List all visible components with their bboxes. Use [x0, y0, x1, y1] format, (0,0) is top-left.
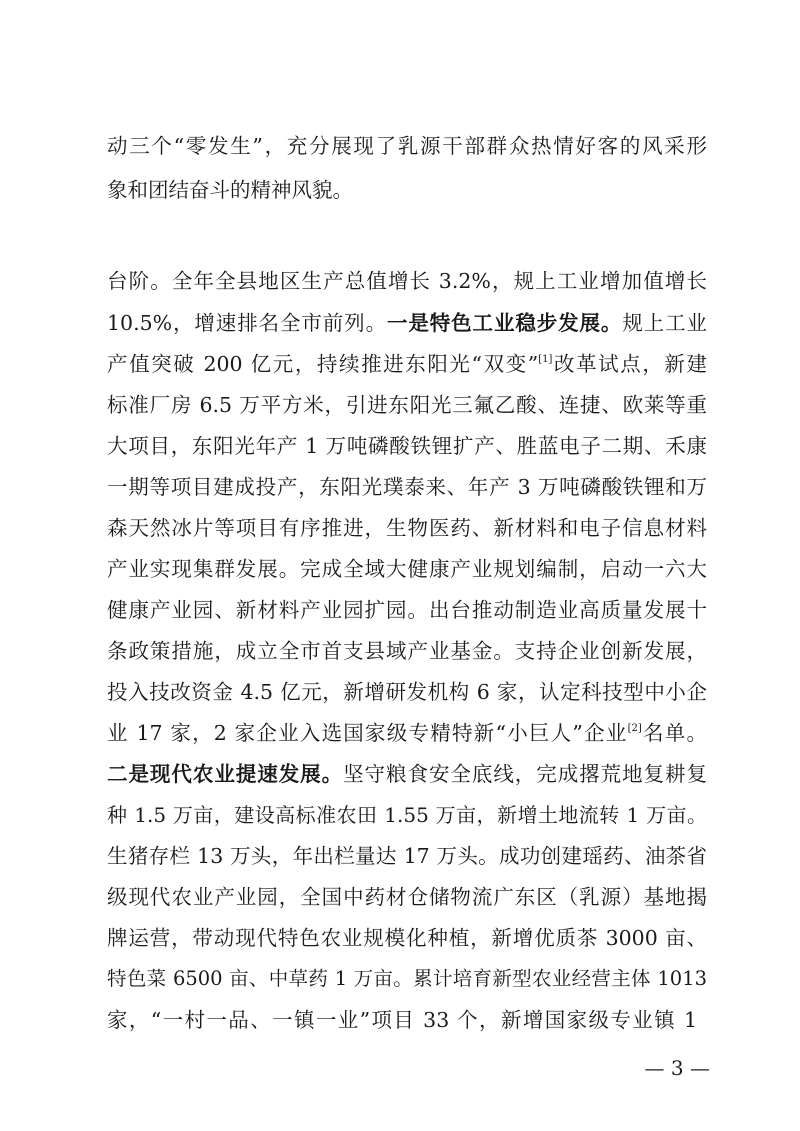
page-number: — 3 —: [644, 1056, 710, 1080]
text-line: 台阶。全年全县地区生产总值增长 3.2%，规上工业增加值增长: [107, 269, 707, 293]
text-line: 产业实现集群发展。完成全域大健康产业规划编制，启动一六大: [107, 557, 707, 581]
text-line: 动三个“零发生”，充分展现了乳源干部群众热情好客的风采形: [107, 134, 707, 158]
text-line: 一期等项目建成投产，东阳光璞泰来、年产 3 万吨磷酸铁锂和万: [107, 475, 707, 499]
text-line: 象和团结奋斗的精神风貌。: [107, 178, 353, 202]
text-line: 二是现代农业提速发展。坚守粮食安全底线，完成撂荒地复耕复: [107, 762, 707, 786]
text-line: 业 17 家，2 家企业入选国家级专精特新“小巨人”企业[2]名单。: [107, 721, 707, 745]
text-line: 健康产业园、新材料产业园扩园。出台推动制造业高质量发展十: [107, 598, 707, 622]
bold-heading-agriculture: 二是现代农业提速发展。: [107, 762, 344, 786]
footnote-ref-2[interactable]: [2]: [627, 723, 642, 734]
text-line: 条政策措施，成立全市首支县域产业基金。支持企业创新发展，: [107, 639, 707, 663]
text-line: 投入技改资金 4.5 亿元，新增研发机构 6 家，认定科技型中小企: [107, 680, 707, 704]
footnote-ref-1[interactable]: [1]: [538, 354, 553, 365]
text-line: 家，“一村一品、一镇一业”项目 33 个，新增国家级专业镇 1: [107, 1008, 697, 1032]
text-line: 标准厂房 6.5 万平方米，引进东阳光三氟乙酸、连捷、欧莱等重: [107, 393, 707, 417]
text-line: 森天然冰片等项目有序推进，生物医药、新材料和电子信息材料: [107, 516, 707, 540]
text-line: 生猪存栏 13 万头，年出栏量达 17 万头。成功创建瑶药、油茶省: [107, 844, 707, 868]
text-line: 10.5%，增速排名全市前列。一是特色工业稳步发展。规上工业: [107, 311, 707, 335]
bold-heading-industry: 一是特色工业稳步发展。: [386, 311, 623, 335]
text-line: [107, 222, 707, 258]
text-line: 级现代农业产业园，全国中药材仓储物流广东区（乳源）基地揭: [107, 885, 707, 909]
text-line: 牌运营，带动现代特色农业规模化种植，新增优质茶 3000 亩、: [107, 926, 707, 950]
text-line: 种 1.5 万亩，建设高标准农田 1.55 万亩，新增土地流转 1 万亩。: [107, 803, 707, 827]
text-line: 产值突破 200 亿元，持续推进东阳光“双变”[1]改革试点，新建: [107, 352, 707, 376]
text-line: 大项目，东阳光年产 1 万吨磷酸铁锂扩产、胜蓝电子二期、禾康: [107, 434, 707, 458]
text-line: 特色菜 6500 亩、中草药 1 万亩。累计培育新型农业经营主体 1013: [107, 967, 707, 990]
